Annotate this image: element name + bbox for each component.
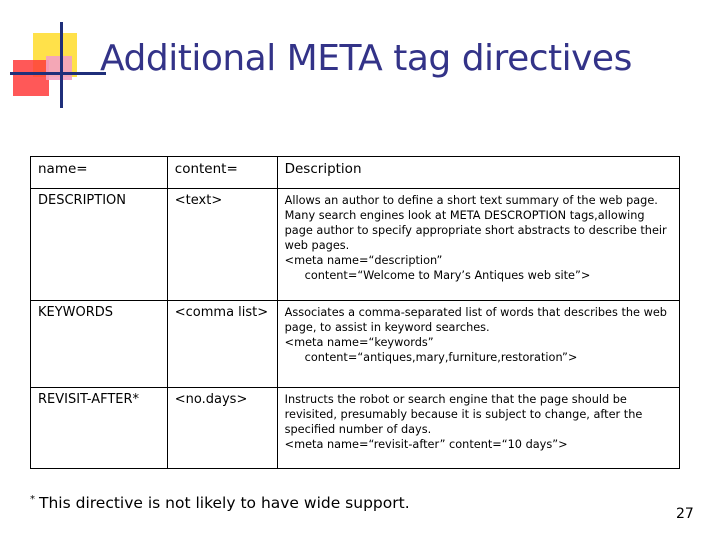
- meta-example-continuation: content=“antiques,mary,furniture,restoration”>: [304, 351, 578, 364]
- row-name-cell: KEYWORDS: [31, 301, 168, 388]
- row-content-cell: <no.days>: [167, 388, 277, 469]
- slide-logo-decoration: [0, 0, 110, 110]
- row-description-cell: [277, 388, 679, 469]
- row-description-cell: [277, 189, 679, 301]
- row-content-cell: <text>: [167, 189, 277, 301]
- footnote: [30, 494, 590, 512]
- footnote-text: This directive is not likely to have wide support.: [39, 494, 410, 512]
- slide-title: Additional META tag directives: [100, 38, 632, 79]
- meta-example-line: <meta name=“revisit-after” content=“10 days”>: [284, 438, 568, 451]
- meta-directives-table: [30, 156, 680, 469]
- logo-red-square: [13, 60, 49, 96]
- table-row: [31, 301, 680, 388]
- header-name-cell: name=: [31, 157, 168, 189]
- meta-example-line: <meta name=“description”: [284, 254, 443, 267]
- meta-example-line: <meta name=“keywords”: [284, 336, 434, 349]
- logo-vertical-line: [60, 22, 63, 108]
- row-description-cell: [277, 301, 679, 388]
- logo-horizontal-line: [10, 72, 106, 75]
- footnote-marker: *: [30, 494, 35, 505]
- table-row: [31, 189, 680, 301]
- header-description-cell: Description: [277, 157, 679, 189]
- description-text: Associates a comma-separated list of words that describes the web page, to assist in keyword searches.: [284, 306, 667, 334]
- description-text: Instructs the robot or search engine that the page should be revisited, presumably because it is subject to change, after the specified number of days.: [284, 393, 643, 436]
- table-header-row: [31, 157, 680, 189]
- page-number: 27: [676, 506, 694, 522]
- row-name-cell: DESCRIPTION: [31, 189, 168, 301]
- logo-pink-square: [46, 56, 72, 80]
- table-row: [31, 388, 680, 469]
- description-text: Allows an author to define a short text summary of the web page. Many search engines look at META DESCROPTION tags,allowing page author to specify appropriate short abstracts to describe their web pages.: [284, 194, 667, 252]
- meta-example-continuation: content=“Welcome to Mary’s Antiques web site”>: [304, 269, 591, 282]
- header-content-cell: content=: [167, 157, 277, 189]
- row-name-cell: REVISIT-AFTER*: [31, 388, 168, 469]
- row-content-cell: <comma list>: [167, 301, 277, 388]
